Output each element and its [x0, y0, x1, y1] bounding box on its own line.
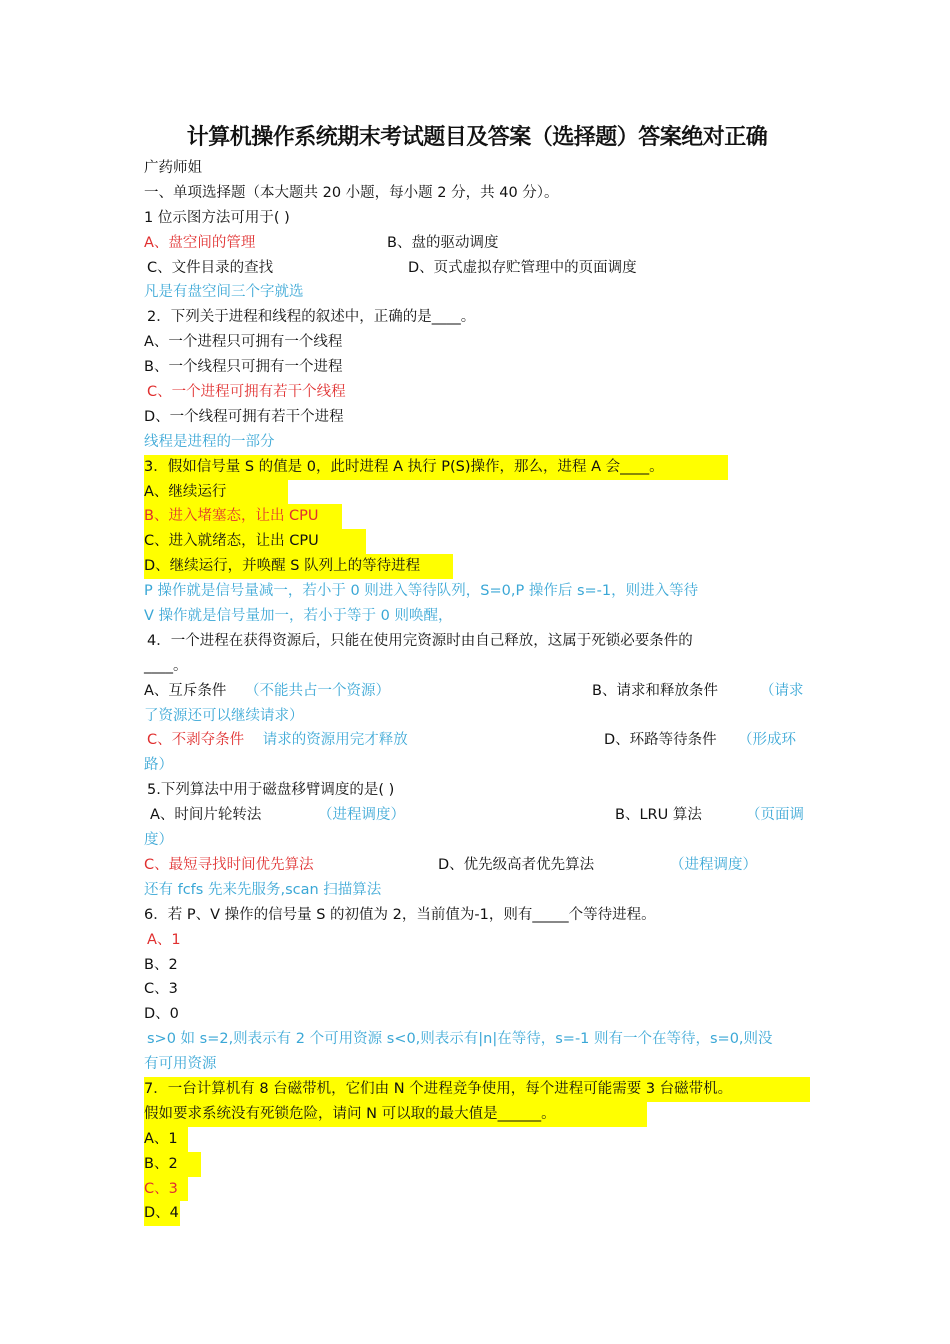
q5-options-cd: [144, 853, 810, 878]
q1-option-d: D、页式虚拟存贮管理中的页面调度: [408, 259, 637, 276]
q5-option-d-note: （进程调度）: [670, 856, 757, 873]
q3-option-d: D、继续运行，并唤醒 S 队列上的等待进程: [144, 554, 453, 579]
q2-stem: 2．下列关于进程和线程的叙述中，正确的是____。: [147, 309, 476, 326]
q5-option-c: C、最短寻找时间优先算法: [144, 856, 314, 873]
q1-option-c: C、文件目录的查找: [147, 259, 274, 276]
q1-stem: 1 位示图方法可用于( ): [144, 209, 290, 226]
q4-option-b-note-cont: 了资源还可以继续请求）: [144, 707, 304, 724]
q6-option-a: A、1: [147, 931, 181, 948]
q5-option-d: D、优先级高者优先算法: [438, 856, 595, 873]
q6-option-d: D、0: [144, 1006, 179, 1023]
q5-option-b-note: （页面调: [746, 807, 804, 824]
document-title: 计算机操作系统期末考试题目及答案（选择题）答案绝对正确: [186, 125, 768, 150]
q2-option-a: A、一个进程只可拥有一个线程: [144, 334, 343, 351]
q7-stem-line2: 假如要求系统没有死锁危险，请问 N 可以取的最大值是______。: [144, 1102, 647, 1127]
q5-stem: 5.下列算法中用于磁盘移臂调度的是( ): [147, 782, 395, 799]
q2-option-c: C、一个进程可拥有若干个线程: [147, 384, 346, 401]
q3-note-v: V 操作就是信号量加一，若小于等于 0 则唤醒，: [144, 608, 453, 625]
q4-option-c: C、不剥夺条件: [147, 732, 245, 749]
q1-options-cd: [144, 256, 810, 281]
q4-option-b: B、请求和释放条件: [592, 682, 718, 699]
q1-options-ab: [144, 231, 810, 256]
q3-option-c: C、进入就绪态，让出 CPU: [144, 529, 366, 554]
q4-option-a: A、互斥条件: [144, 682, 227, 699]
q4-stem-line1: 4．一个进程在获得资源后，只能在使用完资源时由自己释放，这属于死锁必要条件的: [147, 632, 693, 649]
q7-option-d: D、4: [144, 1201, 180, 1226]
q3-note-p: P 操作就是信号量减一，若小于 0 则进入等待队列，S=0,P 操作后 s=-1，则进入等待: [144, 583, 699, 600]
q7-option-c: C、3: [144, 1177, 188, 1202]
q6-option-b: B、2: [144, 956, 178, 973]
q1-option-a: A、盘空间的管理: [144, 234, 256, 251]
q4-options-ab: [144, 679, 810, 704]
q5-option-b: B、LRU 算法: [615, 807, 702, 824]
q4-options-cd: [144, 728, 810, 753]
q4-option-d: D、环路等待条件: [604, 732, 717, 749]
q4-option-c-note: 请求的资源用完才释放: [262, 732, 408, 749]
q2-option-d: D、一个线程可拥有若干个进程: [144, 408, 344, 425]
q4-stem-line2: ____。: [144, 657, 188, 674]
q6-stem: 6．若 P、V 操作的信号量 S 的初值为 2，当前值为-1，则有_____个等待进程。: [144, 906, 656, 923]
q6-note-line2: 有可用资源: [144, 1056, 217, 1073]
q1-note: 凡是有盘空间三个字就选: [144, 284, 304, 301]
q4-option-d-note-cont: 路）: [144, 757, 173, 774]
q6-option-c: C、3: [144, 981, 178, 998]
q5-option-b-note-cont: 度）: [144, 832, 173, 849]
q4-option-b-note: （请求: [760, 682, 804, 699]
author: 广药师姐: [144, 160, 202, 176]
q2-option-b: B、一个线程只可拥有一个进程: [144, 359, 343, 376]
q7-option-b: B、2: [144, 1152, 201, 1177]
section-heading: 一、单项选择题（本大题共 20 小题，每小题 2 分，共 40 分）。: [144, 184, 559, 201]
q3-option-b: B、进入堵塞态，让出 CPU: [144, 504, 342, 529]
q5-option-a: A、时间片轮转法: [150, 807, 262, 824]
q7-stem-line1: 7．一台计算机有 8 台磁带机，它们由 N 个进程竞争使用，每个进程可能需要 3 台磁带机。: [144, 1077, 810, 1102]
q6-note-line1: s>0 如 s=2,则表示有 2 个可用资源 s<0,则表示有|n|在等待，s=-1 则有一个在等待，s=0,则没: [147, 1031, 773, 1048]
q3-stem: 3．假如信号量 S 的值是 0，此时进程 A 执行 P(S)操作，那么，进程 A 会____。: [144, 455, 728, 480]
q4-option-a-note: （不能共占一个资源）: [245, 682, 391, 699]
q3-option-a: A、继续运行: [144, 480, 288, 505]
q7-option-a: A、1: [144, 1127, 188, 1152]
q4-option-d-note: （形成环: [738, 732, 796, 749]
q1-option-b: B、盘的驱动调度: [387, 234, 499, 251]
q5-note: 还有 fcfs 先来先服务,scan 扫描算法: [144, 881, 382, 898]
q2-note: 线程是进程的一部分: [144, 433, 275, 450]
document-page: [144, 120, 810, 1226]
q5-option-a-note: （进程调度）: [318, 807, 405, 824]
q5-options-ab: [144, 803, 810, 828]
